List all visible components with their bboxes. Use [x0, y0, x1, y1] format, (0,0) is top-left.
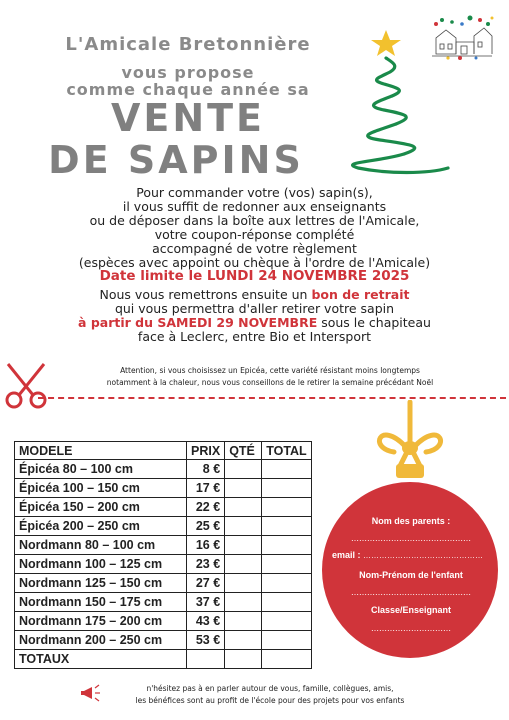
table-row	[15, 536, 312, 555]
total-cell[interactable]	[262, 574, 312, 593]
proposal-line-2: comme chaque année sa	[66, 80, 310, 99]
qty-cell[interactable]	[225, 536, 262, 555]
model-cell: Nordmann 150 – 175 cm	[15, 593, 187, 612]
email-field[interactable]	[332, 550, 494, 560]
qty-cell[interactable]	[225, 555, 262, 574]
total-cell[interactable]	[262, 460, 312, 479]
retrieval-date: à partir du SAMEDI 29 NOVEMBRE	[78, 315, 318, 330]
model-cell: Nordmann 100 – 125 cm	[15, 555, 187, 574]
qty-cell[interactable]	[225, 593, 262, 612]
table-row	[15, 574, 312, 593]
proposal-line-1: vous propose	[121, 63, 255, 82]
totals-label: TOTAUX	[15, 650, 187, 669]
total-cell[interactable]	[262, 555, 312, 574]
cut-line	[38, 397, 506, 399]
parents-label: Nom des parents :	[371, 516, 451, 526]
class-label: Classe/Enseignant	[370, 605, 452, 615]
note-line: Attention, si vous choisissez un Epicéa, cette variété résistant moins longtemps	[120, 366, 420, 375]
note-line: notamment à la chaleur, nous vous conseillons de le retirer la semaine précédant Noël	[106, 378, 434, 387]
totals-price-cell	[187, 650, 225, 669]
model-cell: Épicéa 80 – 100 cm	[15, 460, 187, 479]
instruction-line: (espèces avec appoint ou chèque à l'ordre de l'Amicale)	[78, 255, 431, 270]
instruction-line: accompagné de votre règlement	[152, 241, 357, 256]
price-cell: 27 €	[187, 574, 225, 593]
instruction-line: votre coupon-réponse complété	[154, 227, 355, 242]
child-label: Nom-Prénom de l'enfant	[359, 570, 463, 580]
order-table	[14, 441, 312, 669]
column-header-qty: QTÉ	[225, 442, 262, 460]
price-cell: 23 €	[187, 555, 225, 574]
child-field[interactable]: ………………………………………	[351, 588, 471, 597]
footer-line: n'hésitez pas à en parler autour de vous, famille, collègues, amis,	[146, 684, 394, 693]
email-label: email :	[332, 550, 361, 560]
column-header-price: PRIX	[187, 442, 225, 460]
table-row	[15, 631, 312, 650]
title-line-1: VENTE	[110, 96, 266, 140]
qty-cell[interactable]	[225, 631, 262, 650]
table-row	[15, 479, 312, 498]
qty-cell[interactable]	[225, 479, 262, 498]
title-line-2: DE SAPINS	[48, 138, 304, 182]
retrieval-line-2: qui vous permettra d'aller retirer votre sapin	[114, 301, 395, 316]
retrieval-text: Nous vous remettrons ensuite un	[99, 287, 312, 302]
table-row	[15, 517, 312, 536]
model-cell: Épicéa 100 – 150 cm	[15, 479, 187, 498]
deadline: Date limite le LUNDI 24 NOVEMBRE 2025	[99, 268, 410, 284]
price-cell: 53 €	[187, 631, 225, 650]
table-row	[15, 498, 312, 517]
model-cell: Épicéa 150 – 200 cm	[15, 498, 187, 517]
total-cell[interactable]	[262, 612, 312, 631]
model-cell: Nordmann 125 – 150 cm	[15, 574, 187, 593]
instruction-line: il vous suffit de redonner aux enseignants	[122, 199, 387, 214]
model-cell: Nordmann 175 – 200 cm	[15, 612, 187, 631]
organization-name: L'Amicale Bretonnière	[65, 34, 311, 55]
class-field[interactable]: …………………………	[371, 624, 451, 633]
price-cell: 8 €	[187, 460, 225, 479]
totals-row	[15, 650, 312, 669]
totals-total-cell[interactable]	[262, 650, 312, 669]
qty-cell[interactable]	[225, 498, 262, 517]
totals-qty-cell[interactable]	[225, 650, 262, 669]
christmas-tree-icon	[318, 28, 456, 178]
qty-cell[interactable]	[225, 460, 262, 479]
total-cell[interactable]	[262, 517, 312, 536]
scissors-icon	[0, 360, 56, 412]
parents-field[interactable]: ………………………………………	[351, 534, 471, 543]
instruction-line: ou de déposer dans la boîte aux lettres de l'Amicale,	[89, 213, 420, 228]
table-header-row	[15, 442, 312, 460]
price-cell: 16 €	[187, 536, 225, 555]
qty-cell[interactable]	[225, 517, 262, 536]
price-cell: 37 €	[187, 593, 225, 612]
table-row	[15, 460, 312, 479]
table-row	[15, 593, 312, 612]
price-cell: 25 €	[187, 517, 225, 536]
qty-cell[interactable]	[225, 574, 262, 593]
total-cell[interactable]	[262, 631, 312, 650]
total-cell[interactable]	[262, 593, 312, 612]
column-header-model: MODELE	[15, 442, 187, 460]
price-cell: 22 €	[187, 498, 225, 517]
model-cell: Épicéa 200 – 250 cm	[15, 517, 187, 536]
model-cell: Nordmann 80 – 100 cm	[15, 536, 187, 555]
retrieval-line-4: face à Leclerc, entre Bio et Intersport	[137, 329, 372, 344]
price-cell: 43 €	[187, 612, 225, 631]
total-cell[interactable]	[262, 479, 312, 498]
table-row	[15, 612, 312, 631]
instruction-line: Pour commander votre (vos) sapin(s),	[136, 185, 373, 200]
price-cell: 17 €	[187, 479, 225, 498]
email-dots: ………………………………………	[363, 551, 484, 560]
column-header-total: TOTAL	[262, 442, 312, 460]
model-cell: Nordmann 200 – 250 cm	[15, 631, 187, 650]
table-row	[15, 555, 312, 574]
footer-line: les bénéfices sont au profit de l'école pour des projets pour vos enfants	[135, 696, 405, 705]
total-cell[interactable]	[262, 498, 312, 517]
retrieval-highlight: bon de retrait	[311, 287, 410, 302]
star-icon	[371, 30, 401, 56]
qty-cell[interactable]	[225, 612, 262, 631]
retrieval-text: sous le chapiteau	[317, 315, 431, 330]
total-cell[interactable]	[262, 536, 312, 555]
